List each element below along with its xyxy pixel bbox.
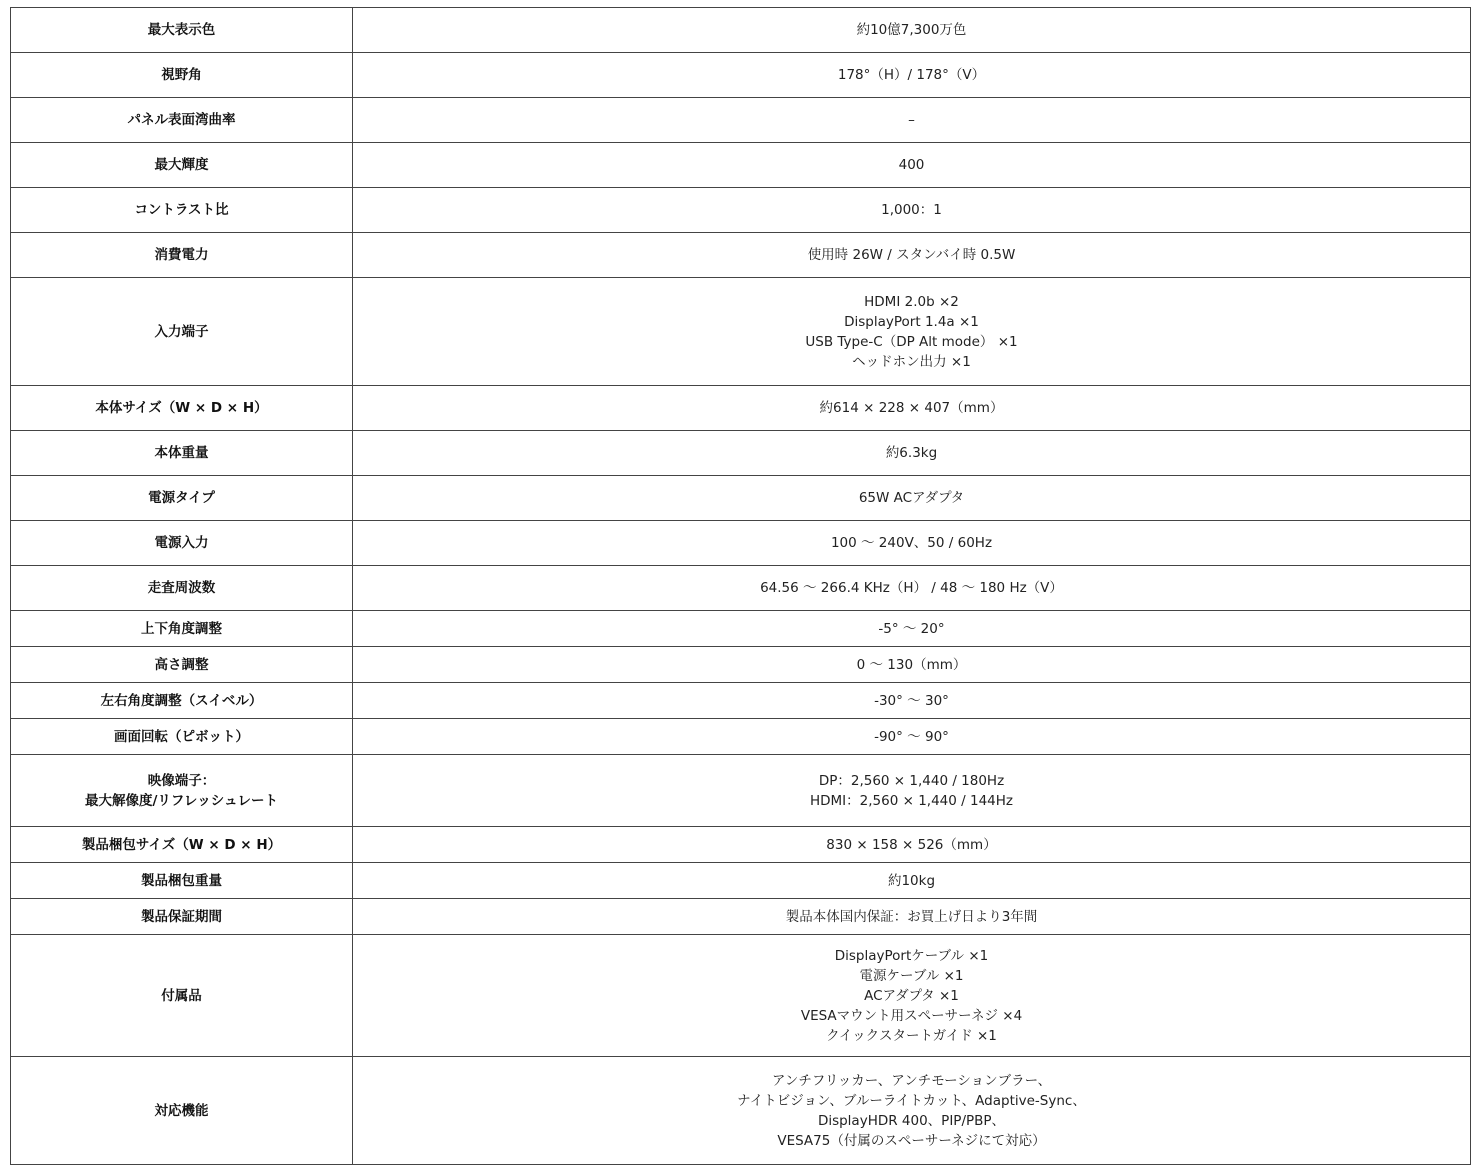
spec-label: 本体重量	[11, 431, 353, 476]
spec-row-features	[11, 1057, 1471, 1165]
spec-label: パネル表面湾曲率	[11, 98, 353, 143]
spec-value: DP：2,560 × 1,440 / 180Hz HDMI：2,560 × 1,440 / 144Hz	[353, 755, 1471, 827]
spec-row-max-brightness	[11, 143, 1471, 188]
spec-value: 約10kg	[353, 863, 1471, 899]
spec-label: 本体サイズ（W × D × H）	[11, 386, 353, 431]
spec-row-power-type	[11, 476, 1471, 521]
spec-label: 走査周波数	[11, 566, 353, 611]
spec-row-tilt	[11, 611, 1471, 647]
spec-row-pivot	[11, 719, 1471, 755]
spec-label: 製品保証期間	[11, 899, 353, 935]
spec-value: 64.56 ～ 266.4 KHz（H） / 48 ～ 180 Hz（V）	[353, 566, 1471, 611]
spec-label: 対応機能	[11, 1057, 353, 1165]
spec-label: 画面回転（ピボット）	[11, 719, 353, 755]
spec-value: -5° ～ 20°	[353, 611, 1471, 647]
spec-label: 視野角	[11, 53, 353, 98]
spec-label: 高さ調整	[11, 647, 353, 683]
spec-value: -30° ～ 30°	[353, 683, 1471, 719]
spec-value: 1,000：1	[353, 188, 1471, 233]
spec-label: 最大表示色	[11, 8, 353, 53]
spec-label: 入力端子	[11, 278, 353, 386]
spec-value: 0 ～ 130（mm）	[353, 647, 1471, 683]
spec-value: アンチフリッカー、アンチモーションブラー、 ナイトビジョン、ブルーライトカット、Adaptive-Sync、 DisplayHDR 400、PIP/PBP、 VESA75（付属のスペーサーネジにて対応）	[353, 1057, 1471, 1165]
spec-row-viewing-angle	[11, 53, 1471, 98]
spec-label: 電源入力	[11, 521, 353, 566]
spec-row-contrast	[11, 188, 1471, 233]
spec-label: 製品梱包重量	[11, 863, 353, 899]
spec-row-body-size	[11, 386, 1471, 431]
spec-row-accessories	[11, 935, 1471, 1057]
spec-label: 上下角度調整	[11, 611, 353, 647]
spec-row-height-adjust	[11, 647, 1471, 683]
spec-row-scan-frequency	[11, 566, 1471, 611]
spec-table	[10, 7, 1471, 1165]
spec-label: 消費電力	[11, 233, 353, 278]
spec-row-panel-curvature	[11, 98, 1471, 143]
spec-value: 178°（H）/ 178°（V）	[353, 53, 1471, 98]
spec-row-package-size	[11, 827, 1471, 863]
spec-label: 左右角度調整（スイベル）	[11, 683, 353, 719]
spec-row-max-colors	[11, 8, 1471, 53]
spec-row-video-ports	[11, 755, 1471, 827]
spec-value: 約6.3kg	[353, 431, 1471, 476]
spec-value: 約10億7,300万色	[353, 8, 1471, 53]
spec-value: HDMI 2.0b ×2 DisplayPort 1.4a ×1 USB Type-C（DP Alt mode） ×1 ヘッドホン出力 ×1	[353, 278, 1471, 386]
spec-value: 400	[353, 143, 1471, 188]
spec-label: 映像端子： 最大解像度/リフレッシュレート	[11, 755, 353, 827]
spec-row-body-weight	[11, 431, 1471, 476]
spec-row-power-input	[11, 521, 1471, 566]
spec-row-swivel	[11, 683, 1471, 719]
spec-value: 使用時 26W / スタンバイ時 0.5W	[353, 233, 1471, 278]
spec-label: 電源タイプ	[11, 476, 353, 521]
spec-value: –	[353, 98, 1471, 143]
spec-row-warranty	[11, 899, 1471, 935]
spec-value: 約614 × 228 × 407（mm）	[353, 386, 1471, 431]
spec-value: -90° ～ 90°	[353, 719, 1471, 755]
spec-label: 最大輝度	[11, 143, 353, 188]
spec-label: 製品梱包サイズ（W × D × H）	[11, 827, 353, 863]
spec-value: 65W ACアダプタ	[353, 476, 1471, 521]
spec-value: DisplayPortケーブル ×1 電源ケーブル ×1 ACアダプタ ×1 VESAマウント用スペーサーネジ ×4 クイックスタートガイド ×1	[353, 935, 1471, 1057]
spec-label: 付属品	[11, 935, 353, 1057]
spec-row-input-ports	[11, 278, 1471, 386]
spec-row-power-consumption	[11, 233, 1471, 278]
spec-value: 製品本体国内保証：お買上げ日より3年間	[353, 899, 1471, 935]
spec-label: コントラスト比	[11, 188, 353, 233]
spec-value: 100 ～ 240V、50 / 60Hz	[353, 521, 1471, 566]
spec-value: 830 × 158 × 526（mm）	[353, 827, 1471, 863]
spec-row-package-weight	[11, 863, 1471, 899]
spec-table-body	[11, 8, 1471, 1165]
